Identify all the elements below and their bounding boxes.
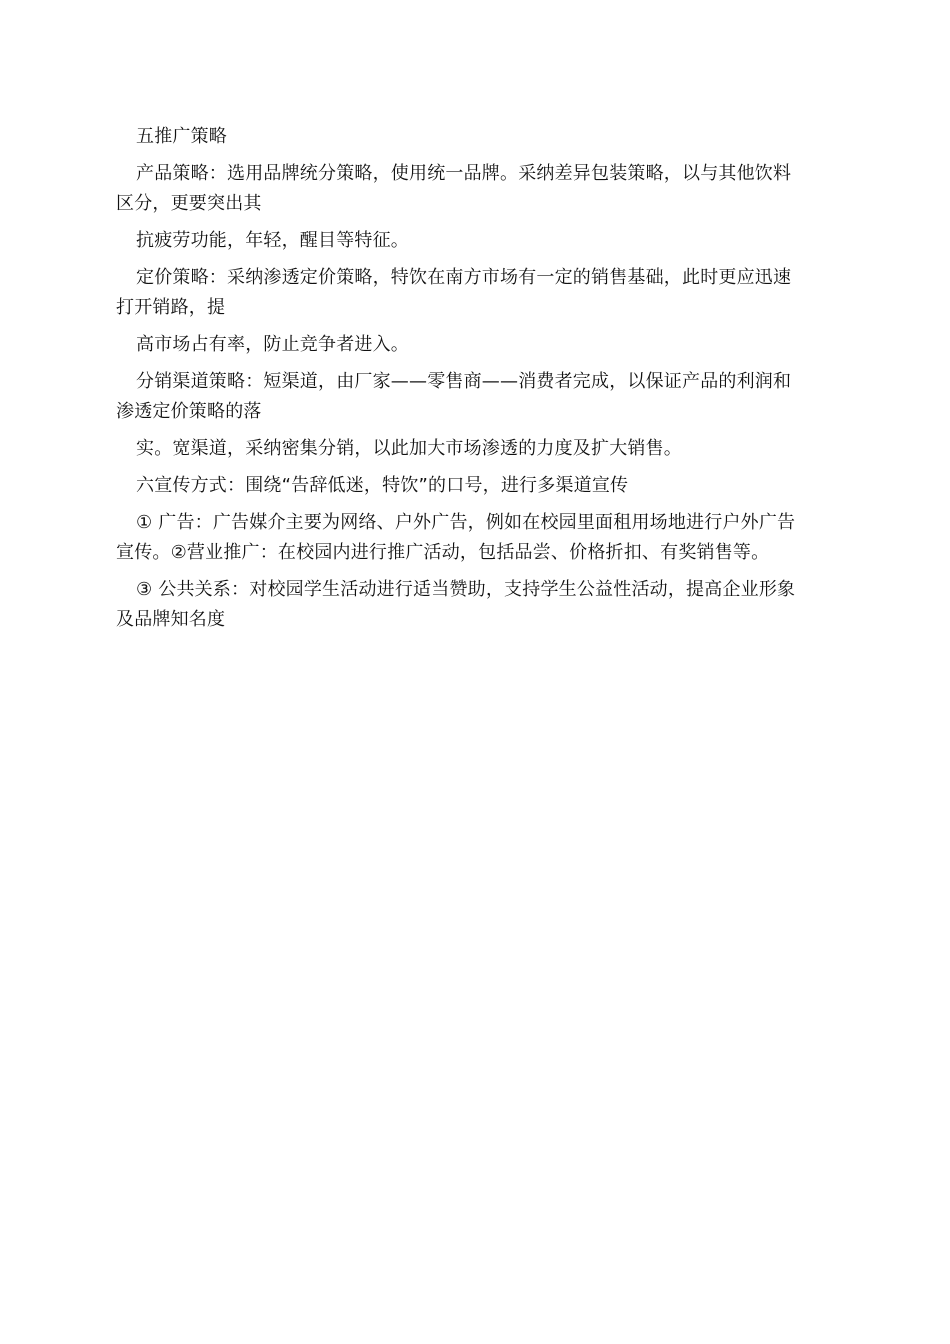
section-heading-promotion-strategy: 五推广策略: [136, 126, 227, 147]
paragraph-line: 及品牌知名度: [116, 609, 226, 630]
paragraph-line: 宣传。②营业推广：在校园内进行推广活动，包括品尝、价格折扣、有奖销售等。: [116, 542, 770, 563]
paragraph-line: 产品策略：选用品牌统分策略，使用统一品牌。采纳差异包装策略，以与其他饮料: [136, 163, 792, 184]
paragraph-line: ① 广告：广告媒介主要为网络、户外广告，例如在校园里面租用场地进行户外广告: [136, 512, 796, 533]
paragraph-line: 打开销路，提: [116, 297, 226, 318]
document-body: [116, 122, 836, 635]
paragraph-line: 实。宽渠道，采纳密集分销，以此加大市场渗透的力度及扩大销售。: [136, 438, 682, 459]
paragraph-line: 定价策略：采纳渗透定价策略，特饮在南方市场有一定的销售基础，此时更应迅速: [136, 267, 792, 288]
paragraph-line: 区分，更要突出其: [116, 193, 262, 214]
paragraph-line: 高市场占有率，防止竞争者进入。: [136, 334, 409, 355]
paragraph-line: 分销渠道策略：短渠道，由厂家——零售商——消费者完成，以保证产品的利润和: [136, 371, 792, 392]
paragraph-line: ③ 公共关系：对校园学生活动进行适当赞助，支持学生公益性活动，提高企业形象: [136, 579, 796, 600]
paragraph-line: 抗疲劳功能，年轻，醒目等特征。: [136, 230, 409, 251]
section-heading-publicity-methods: 六宣传方式：围绕“告辞低迷，特饮”的口号，进行多渠道宣传: [136, 475, 629, 496]
paragraph-line: 渗透定价策略的落: [116, 401, 262, 422]
